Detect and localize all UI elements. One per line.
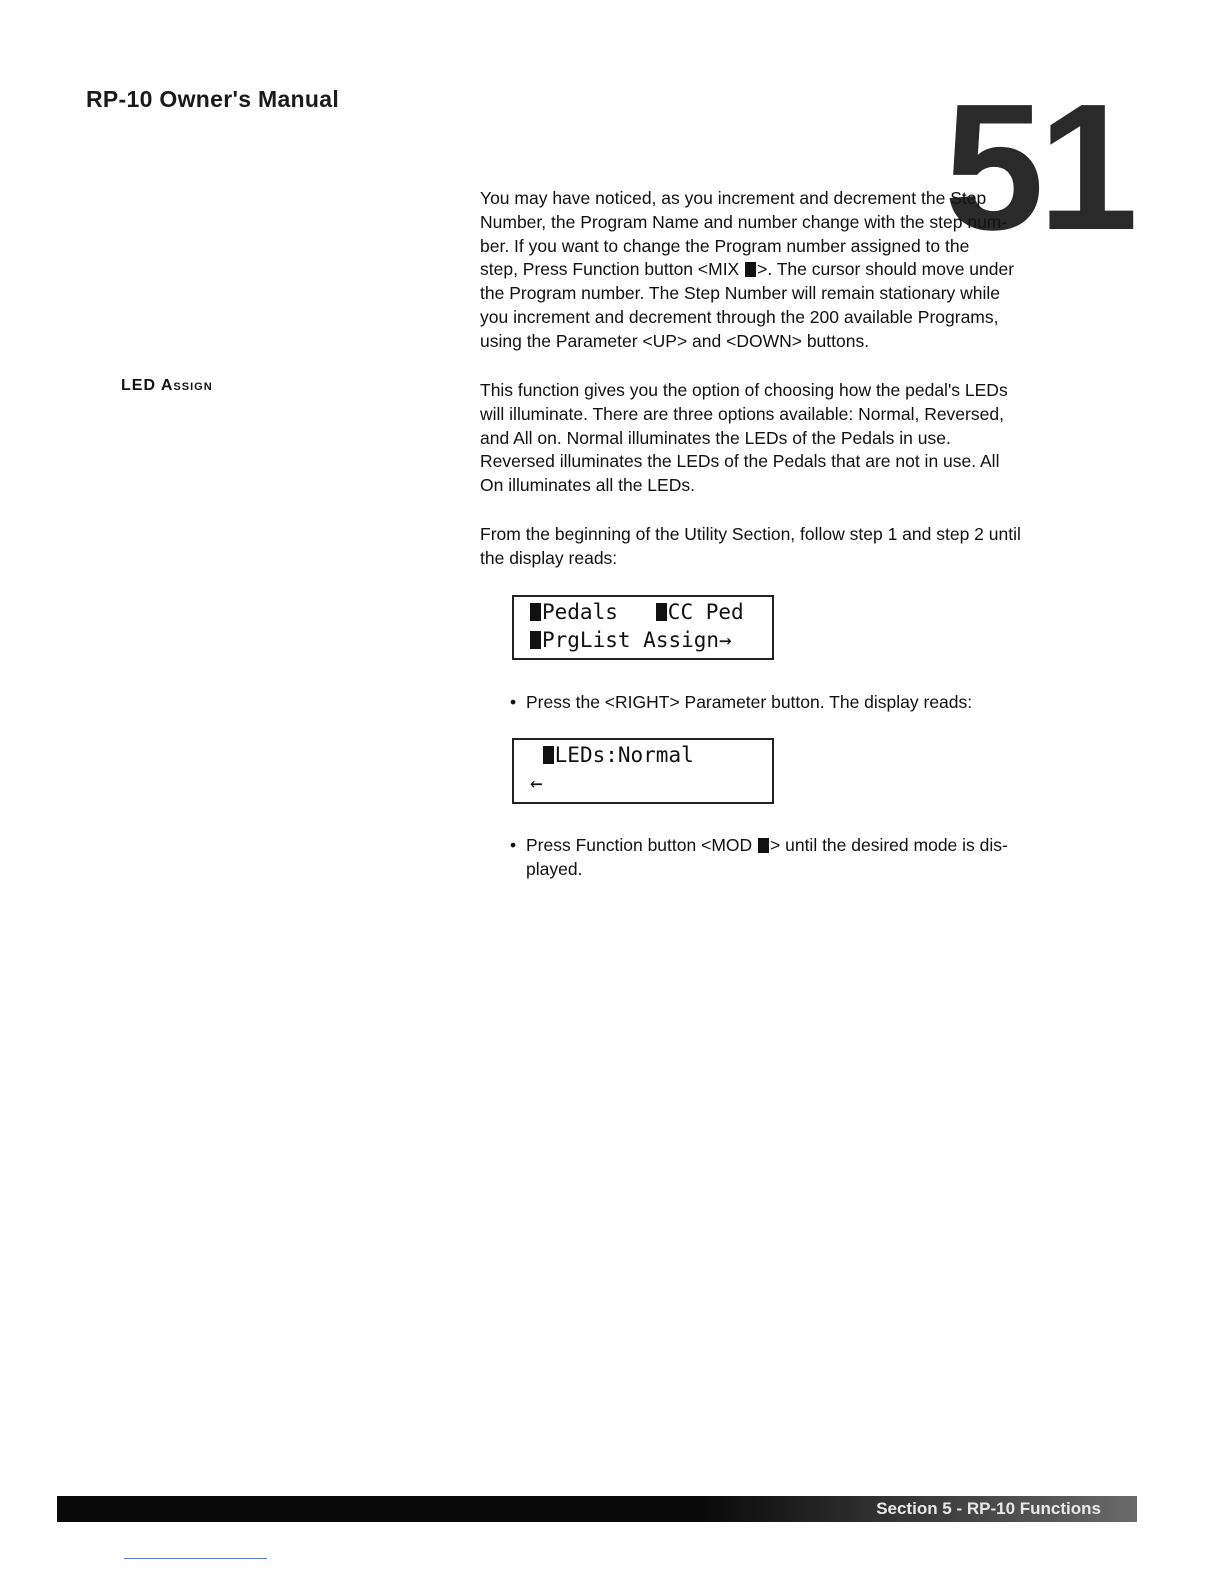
bullet-text: Press Function button <MOD — [526, 835, 758, 855]
lcd-text: Assign→ — [643, 628, 732, 652]
text-line: the display reads: — [480, 547, 618, 568]
bullet-item — [510, 833, 1110, 881]
left-arrow-icon: ← — [530, 771, 543, 795]
button-1-icon — [530, 603, 541, 621]
text-line: and All on. Normal illuminates the LEDs of the Pedals in use. — [480, 427, 951, 448]
bullet-item — [510, 690, 1110, 714]
footer-bar — [57, 1496, 1137, 1522]
lcd-text: Pedals — [542, 600, 618, 624]
paragraph-led-assign — [480, 379, 1108, 498]
button-1-icon — [758, 838, 769, 853]
text-line: the Program number. The Step Number will remain stationary while — [480, 283, 1001, 304]
button-3-icon — [530, 631, 541, 649]
lcd-text: PrgList — [542, 628, 631, 652]
text-line: On illuminates all the LEDs. — [480, 475, 695, 496]
lcd-text: CC Ped — [667, 600, 744, 624]
paragraph-utility — [480, 523, 1108, 571]
text-line: using the Parameter <UP> and <DOWN> buttons. — [480, 330, 870, 351]
text-line: >. The cursor should move under — [757, 259, 1015, 280]
button-2-icon — [745, 262, 756, 277]
text-line: will illuminate. There are three options available: Normal, Reversed, — [480, 403, 1004, 424]
lcd-display-utility — [512, 595, 774, 660]
section-heading: LED Assign — [121, 377, 213, 394]
bullet-text: played. — [526, 859, 583, 879]
text-line: From the beginning of the Utility Section, follow step 1 and step 2 until — [480, 524, 1021, 544]
text-line: Reversed illuminates the LEDs of the Pedals that are not in use. All — [480, 451, 1000, 472]
bullet-icon: • — [510, 692, 517, 712]
lcd-text: LEDs:Normal — [554, 743, 694, 767]
paragraph-step-program — [480, 187, 1108, 354]
text-line: you increment and decrement through the 200 available Programs, — [480, 306, 999, 327]
button-1-icon — [543, 746, 554, 764]
button-2-icon — [656, 603, 667, 621]
text-line: This function gives you the option of choosing how the pedal's LEDs — [480, 380, 1008, 400]
bullet-text: > until the desired mode is dis- — [770, 835, 1008, 855]
bullet-text: Press the <RIGHT> Parameter button. The display reads: — [526, 692, 973, 712]
footer-section-label: Section 5 - RP-10 Functions — [876, 1499, 1101, 1518]
bullet-icon: • — [510, 835, 517, 855]
text-line: step, Press Function button <MIX — [480, 259, 745, 280]
lcd-display-leds — [512, 738, 774, 804]
footer-rule — [124, 1558, 267, 1559]
text-line: ber. If you want to change the Program number assigned to the — [480, 235, 970, 256]
manual-title: RP-10 Owner's Manual — [86, 86, 340, 112]
text-line: Number, the Program Name and number change with the step num- — [480, 211, 1008, 232]
text-line: You may have noticed, as you increment and decrement the Step — [480, 188, 987, 208]
page-number: 51 — [944, 67, 1133, 268]
